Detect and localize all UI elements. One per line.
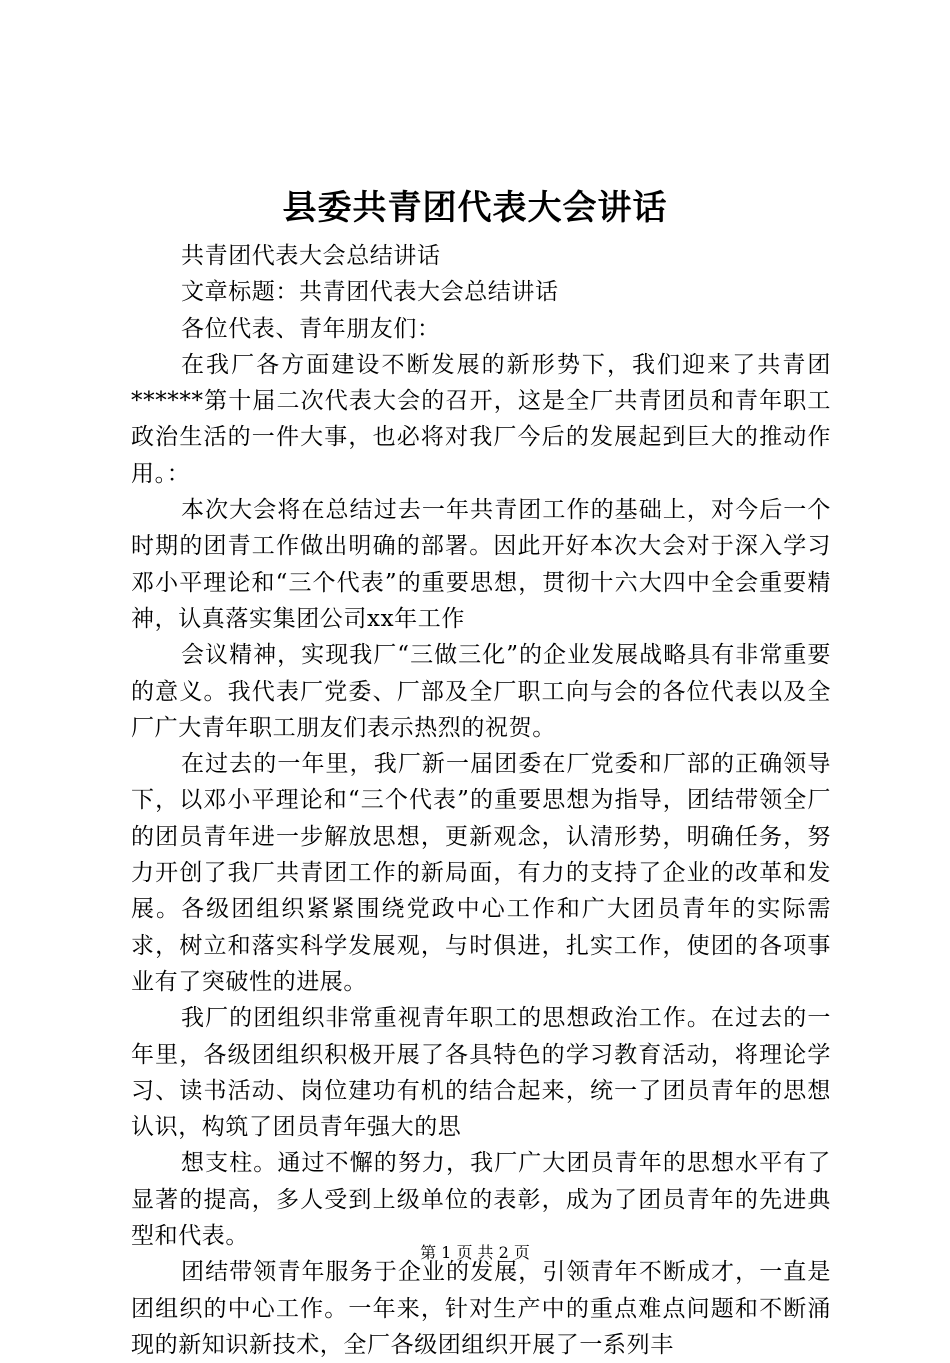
paragraph: 本次大会将在总结过去一年共青团工作的基础上，对今后一个时期的团青工作做出明确的部署。因此开好本次大会对于深入学习邓小平理论和“三个代表”的重要思想，贯彻十六大四中全会重要精神，认真落实集团公司xx年工作 — [131, 497, 831, 632]
document-body — [131, 238, 831, 1363]
paragraph-article-title: 文章标题：共青团代表大会总结讲话 — [181, 279, 559, 306]
paragraph: 想支柱。通过不懈的努力，我厂广大团员青年的思想水平有了显著的提高，多人受到上级单位的表彰，成为了团员青年的先进典型和代表。 — [131, 1150, 831, 1250]
paragraph-salutation: 各位代表、青年朋友们： — [181, 315, 441, 342]
document-title: 县委共青团代表大会讲话 — [282, 188, 668, 228]
paragraph: 团结带领青年服务于企业的发展，引领青年不断成才，一直是团组织的中心工作。一年来，针对生产中的重点难点问题和不断涌现的新知识新技术，全厂各级团组织开展了一系列丰 — [131, 1259, 831, 1358]
paragraph-subtitle: 共青团代表大会总结讲话 — [181, 243, 441, 269]
paragraph: 会议精神，实现我厂“三做三化”的企业发展战略具有非常重要的意义。我代表厂党委、厂部及全厂职工向与会的各位代表以及全厂广大青年职工朋友们表示热烈的祝贺。 — [131, 642, 831, 741]
page-footer: 第 1 页 共 2 页 — [420, 1243, 530, 1262]
paragraph: 在过去的一年里，我厂新一届团委在厂党委和厂部的正确领导下，以邓小平理论和“三个代表”的重要思想为指导，团结带领全厂的团员青年进一步解放思想，更新观念，认清形势，明确任务，努力开创了我厂共青团工作的新局面，有力的支持了企业的改革和发展。各级团组织紧紧围绕党政中心工作和广大团员青年的实际需求，树立和落实科学发展观，与时俱进，扎实工作，使团的各项事业有了突破性的进展。 — [131, 751, 831, 995]
paragraph: 我厂的团组织非常重视青年职工的思想政治工作。在过去的一年里，各级团组织积极开展了各具特色的学习教育活动，将理论学习、读书活动、岗位建功有机的结合起来，统一了团员青年的思想认识，构筑了团员青年强大的思 — [131, 1005, 831, 1141]
paragraph: 在我厂各方面建设不断发展的新形势下，我们迎来了共青团******第十届二次代表大会的召开，这是全厂共青团员和青年职工政治生活的一件大事，也必将对我厂今后的发展起到巨大的推动作用。： — [131, 351, 831, 487]
